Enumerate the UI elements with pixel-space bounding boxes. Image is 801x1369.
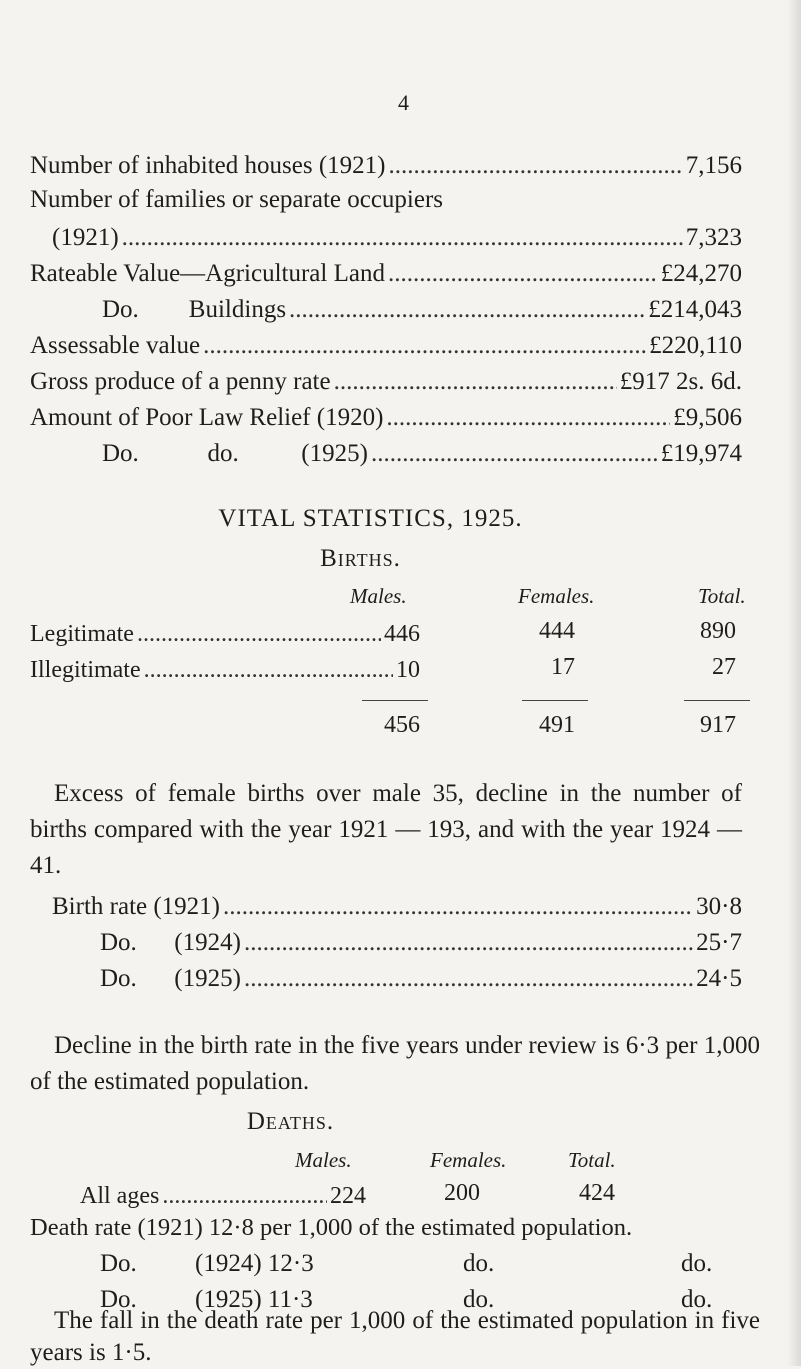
families-value: 7,323 bbox=[685, 224, 742, 251]
leader-dots bbox=[244, 927, 693, 959]
poor-law-1920-row bbox=[30, 402, 742, 434]
leader-dots bbox=[137, 618, 381, 650]
illegitimate-label: Illegitimate bbox=[30, 657, 141, 683]
penny-rate-value: £917 2s. 6d. bbox=[619, 368, 742, 395]
illegitimate-row bbox=[30, 654, 420, 686]
leader-dots bbox=[203, 330, 646, 362]
birth-rate-row-1925 bbox=[100, 963, 742, 995]
birth-rate-label: Birth rate (1921) bbox=[52, 893, 221, 920]
legitimate-label: Legitimate bbox=[30, 621, 134, 647]
inhabited-houses-label: Number of inhabited houses (1921) bbox=[30, 152, 386, 179]
leader-dots bbox=[289, 294, 645, 326]
death-rate-1925-label: Do. bbox=[100, 1286, 137, 1313]
death-rate-1921: Death rate (1921) 12·8 per 1,000 of the estimated population. bbox=[30, 1214, 633, 1241]
families-line: Number of families or separate occupiers bbox=[30, 186, 444, 213]
leader-dots bbox=[144, 654, 393, 686]
death-rate-1924-label: Do. bbox=[100, 1250, 137, 1277]
leader-dots bbox=[162, 1180, 327, 1212]
deaths-all-ages-label: All ages bbox=[80, 1183, 160, 1209]
death-rate-1925-value: (1925) 11·3 bbox=[195, 1286, 313, 1313]
births-heading: Births. bbox=[320, 545, 401, 572]
birth-rate-label: Do. (1925) bbox=[100, 965, 241, 992]
births-col-males: Males. bbox=[350, 584, 407, 608]
assessable-label: Assessable value bbox=[30, 332, 201, 359]
families-row bbox=[52, 222, 742, 254]
excess-paragraph: Excess of female births over male 35, decline in the number of births compared with the year 1921 — 193, and with the year 1924 — 41. bbox=[30, 780, 742, 879]
death-rate-1924-ditto-2: do. bbox=[681, 1250, 713, 1277]
rateable-land-value: £24,270 bbox=[660, 260, 742, 287]
decline-paragraph: Decline in the birth rate in the five years under review is 6·3 per 1,000 of the estimated population. bbox=[30, 1032, 760, 1095]
birth-rate-value: 25·7 bbox=[696, 929, 742, 956]
legitimate-males: 446 bbox=[384, 621, 420, 647]
rateable-buildings-label: Do. Buildings bbox=[102, 296, 287, 323]
leader-dots bbox=[122, 222, 683, 254]
page-number: 4 bbox=[398, 90, 409, 115]
families-label: (1921) bbox=[52, 224, 119, 251]
deaths-heading: Deaths. bbox=[246, 1108, 335, 1135]
poor-law-1925-value: £19,974 bbox=[660, 440, 742, 467]
legitimate-females: 444 bbox=[539, 618, 575, 644]
birth-rate-label: Do. (1924) bbox=[100, 929, 241, 956]
deaths-col-total: Total. bbox=[568, 1148, 616, 1172]
penny-rate-row bbox=[30, 366, 742, 398]
birth-rate-value: 30·8 bbox=[696, 893, 742, 920]
illegitimate-males: 10 bbox=[396, 657, 420, 683]
leader-dots bbox=[386, 402, 670, 434]
leader-dots bbox=[244, 963, 693, 995]
death-rate-1924-value: (1924) 12·3 bbox=[195, 1250, 314, 1277]
rateable-buildings-value: £214,043 bbox=[648, 296, 742, 323]
leader-dots bbox=[388, 150, 682, 182]
deaths-col-males: Males. bbox=[295, 1148, 352, 1172]
legitimate-row bbox=[30, 618, 420, 650]
vital-statistics-title: VITAL STATISTICS, 1925. bbox=[218, 505, 523, 532]
death-rate-1925-ditto-2: do. bbox=[681, 1286, 713, 1313]
deaths-col-females: Females. bbox=[430, 1148, 507, 1172]
legitimate-total: 890 bbox=[700, 618, 736, 644]
inhabited-houses-value: 7,156 bbox=[685, 152, 742, 179]
poor-law-1920-value: £9,506 bbox=[673, 404, 742, 431]
sum-rule-females bbox=[522, 700, 588, 701]
assessable-row bbox=[30, 330, 742, 362]
leader-dots bbox=[371, 438, 658, 470]
sum-rule-males bbox=[362, 700, 428, 701]
births-total-males: 456 bbox=[384, 712, 420, 738]
rateable-land-row bbox=[30, 258, 742, 290]
deaths-males: 224 bbox=[330, 1183, 366, 1209]
birth-rate-row-1924 bbox=[100, 927, 742, 959]
illegitimate-females: 17 bbox=[551, 654, 575, 680]
births-col-total: Total. bbox=[698, 584, 746, 608]
inhabited-houses-row bbox=[30, 150, 742, 182]
birth-rate-row-1921 bbox=[52, 891, 742, 923]
death-rate-1924-ditto-1: do. bbox=[463, 1250, 495, 1277]
rateable-land-label: Rateable Value—Agricultural Land bbox=[30, 260, 385, 287]
fall-paragraph: The fall in the death rate per 1,000 of the estimated population in five years is 1·5. bbox=[30, 1307, 760, 1366]
leader-dots bbox=[334, 366, 617, 398]
rateable-buildings-row bbox=[102, 294, 742, 326]
illegitimate-total: 27 bbox=[712, 654, 736, 680]
page-edge-shadow bbox=[787, 0, 801, 1366]
deaths-females: 200 bbox=[444, 1180, 480, 1206]
birth-rate-value: 24·5 bbox=[696, 965, 742, 992]
leader-dots bbox=[223, 891, 693, 923]
deaths-all-ages-row bbox=[80, 1180, 366, 1212]
sum-rule-total bbox=[684, 700, 750, 701]
births-total-total: 917 bbox=[700, 712, 736, 738]
poor-law-1920-label: Amount of Poor Law Relief (1920) bbox=[30, 404, 384, 431]
births-total-females: 491 bbox=[539, 712, 575, 738]
penny-rate-label: Gross produce of a penny rate bbox=[30, 368, 331, 395]
deaths-total: 424 bbox=[579, 1180, 615, 1206]
leader-dots bbox=[388, 258, 658, 290]
assessable-value: £220,110 bbox=[649, 332, 742, 359]
births-col-females: Females. bbox=[518, 584, 595, 608]
poor-law-1925-row bbox=[102, 438, 742, 470]
death-rate-1925-ditto-1: do. bbox=[463, 1286, 495, 1313]
poor-law-1925-label: Do. do. (1925) bbox=[102, 440, 368, 467]
